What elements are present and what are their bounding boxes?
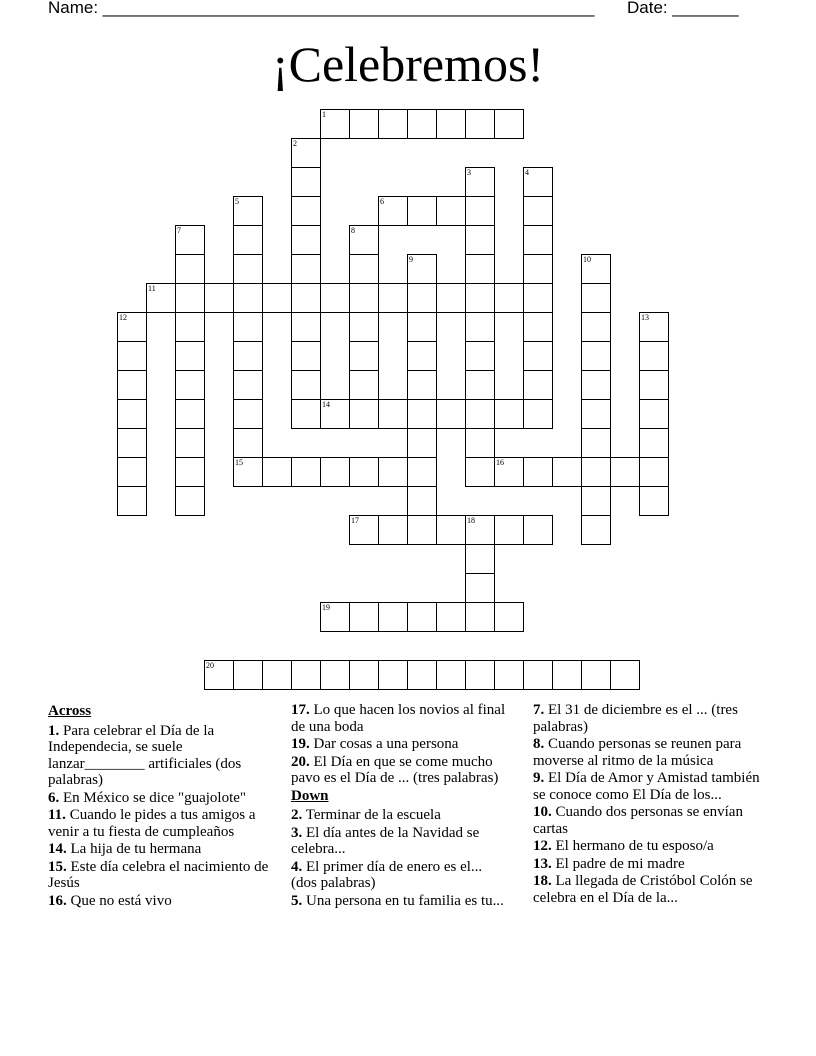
grid-cell[interactable] <box>175 399 205 429</box>
grid-cell[interactable] <box>465 515 495 545</box>
grid-cell[interactable] <box>523 515 553 545</box>
grid-cell[interactable] <box>291 457 321 487</box>
across-heading: Across <box>48 703 92 719</box>
grid-cell[interactable] <box>291 370 321 400</box>
clues-column-1 <box>48 702 276 910</box>
grid-cell[interactable] <box>581 660 611 690</box>
clue-across-6: 6. En México se dice "guajolote" <box>48 789 247 806</box>
grid-cell[interactable] <box>175 341 205 371</box>
clue-number: 10 <box>583 255 591 264</box>
grid-cell[interactable] <box>523 457 553 487</box>
grid-cell[interactable] <box>233 312 263 342</box>
grid-cell[interactable] <box>175 457 205 487</box>
clue-number: 12 <box>119 313 127 322</box>
grid-cell[interactable] <box>494 457 524 487</box>
grid-cell[interactable] <box>465 312 495 342</box>
grid-cell[interactable] <box>436 109 466 139</box>
grid-cell[interactable] <box>291 254 321 284</box>
grid-cell[interactable] <box>436 602 466 632</box>
grid-cell[interactable] <box>610 457 640 487</box>
grid-cell[interactable] <box>291 138 321 168</box>
clue-number: 17 <box>351 516 359 525</box>
grid-cell[interactable] <box>465 167 495 197</box>
clue-down-10: 10. Cuando dos personas se envían cartas <box>533 804 743 837</box>
grid-cell[interactable] <box>291 283 321 313</box>
grid-cell[interactable] <box>465 341 495 371</box>
grid-cell[interactable] <box>349 225 379 255</box>
page-title: ¡Celebremos! <box>271 36 545 92</box>
grid-cell[interactable] <box>291 341 321 371</box>
clue-number: 15 <box>235 458 243 467</box>
grid-cell[interactable] <box>407 457 437 487</box>
clue-across-16: 16. Que no está vivo <box>48 892 172 909</box>
grid-cell[interactable] <box>610 660 640 690</box>
grid-cell[interactable] <box>523 370 553 400</box>
clue-down-4: 4. El primer día de enero es el... (dos palabras) <box>291 858 483 891</box>
grid-cell[interactable] <box>378 660 408 690</box>
clue-down-7: 7. El 31 de diciembre es el ... (tres palabras) <box>533 702 738 735</box>
grid-cell[interactable] <box>378 196 408 226</box>
grid-cell[interactable] <box>407 254 437 284</box>
grid-cell[interactable] <box>117 428 147 458</box>
grid-cell[interactable] <box>233 225 263 255</box>
grid-cell[interactable] <box>581 399 611 429</box>
grid-cell[interactable] <box>117 312 147 342</box>
clue-number: 11 <box>148 284 156 293</box>
grid-cell[interactable] <box>639 312 669 342</box>
grid-cell[interactable] <box>320 399 350 429</box>
clue-down-13: 13. El padre de mi madre <box>533 855 685 872</box>
grid-cell[interactable] <box>581 312 611 342</box>
grid-cell[interactable] <box>465 399 495 429</box>
grid-cell[interactable] <box>407 515 437 545</box>
grid-cell[interactable] <box>349 312 379 342</box>
grid-cell[interactable] <box>581 486 611 516</box>
grid-cell[interactable] <box>320 602 350 632</box>
name-field-label: Name: ____________________________________________________ <box>48 0 595 17</box>
grid-cell[interactable] <box>523 196 553 226</box>
grid-cell[interactable] <box>320 109 350 139</box>
grid-cell[interactable] <box>436 399 466 429</box>
clue-across-20: 20. El Día en que se come mucho pavo es el Día de ... (tres palabras) <box>291 753 499 786</box>
grid-cell[interactable] <box>581 428 611 458</box>
grid-cell[interactable] <box>494 283 524 313</box>
clues-column-2 <box>291 702 511 910</box>
clue-down-12: 12. El hermano de tu esposo/a <box>533 838 714 854</box>
clue-across-19: 19. Dar cosas a una persona <box>291 736 459 752</box>
clue-down-9: 9. El Día de Amor y Amistad también se conoce como El Día de los... <box>533 770 760 803</box>
grid-cell[interactable] <box>262 457 292 487</box>
grid-cell[interactable] <box>465 225 495 255</box>
clue-number: 7 <box>177 226 181 235</box>
grid-cell[interactable] <box>465 602 495 632</box>
grid-cell[interactable] <box>436 660 466 690</box>
grid-cell[interactable] <box>523 660 553 690</box>
clue-number: 4 <box>525 168 529 177</box>
grid-cell[interactable] <box>523 283 553 313</box>
grid-cell[interactable] <box>523 225 553 255</box>
grid-cell[interactable] <box>117 370 147 400</box>
grid-cell[interactable] <box>465 544 495 574</box>
grid-cell[interactable] <box>465 573 495 603</box>
grid-cell[interactable] <box>233 399 263 429</box>
grid-cell[interactable] <box>175 312 205 342</box>
grid-cell[interactable] <box>407 370 437 400</box>
grid-cell[interactable] <box>233 283 263 313</box>
grid-cell[interactable] <box>639 341 669 371</box>
clue-number: 5 <box>235 197 239 206</box>
clue-number: 19 <box>322 603 330 612</box>
grid-cell[interactable] <box>465 254 495 284</box>
grid-cell[interactable] <box>581 254 611 284</box>
grid-cell[interactable] <box>349 370 379 400</box>
date-field-label: Date: _______ <box>627 0 739 17</box>
clue-down-18: 18. La llegada de Cristóbol Colón se celebra en el Día de la... <box>533 873 753 906</box>
grid-cell[interactable] <box>291 399 321 429</box>
grid-cell[interactable] <box>407 109 437 139</box>
grid-cell[interactable] <box>175 428 205 458</box>
grid-cell[interactable] <box>204 283 234 313</box>
clue-across-15: 15. Este día celebra el nacimiento de Jesús <box>48 858 269 891</box>
grid-cell[interactable] <box>581 341 611 371</box>
grid-cell[interactable] <box>407 660 437 690</box>
grid-cell[interactable] <box>349 515 379 545</box>
clue-across-11: 11. Cuando le pides a tus amigos a venir a tu fiesta de cumpleaños <box>48 807 256 840</box>
grid-cell[interactable] <box>465 283 495 313</box>
grid-cell[interactable] <box>407 486 437 516</box>
clues-column-3 <box>533 702 769 907</box>
grid-cell[interactable] <box>349 254 379 284</box>
grid-cell[interactable] <box>175 254 205 284</box>
grid-cell[interactable] <box>117 457 147 487</box>
grid-cell[interactable] <box>233 254 263 284</box>
grid-cell[interactable] <box>407 602 437 632</box>
grid-cell[interactable] <box>494 515 524 545</box>
grid-cell[interactable] <box>552 660 582 690</box>
grid-cell[interactable] <box>523 167 553 197</box>
clue-down-5: 5. Una persona en tu familia es tu... <box>291 892 504 909</box>
clue-number: 18 <box>467 516 475 525</box>
grid-cell[interactable] <box>407 341 437 371</box>
clue-down-2: 2. Terminar de la escuela <box>291 807 441 823</box>
grid-cell[interactable] <box>291 196 321 226</box>
grid-cell[interactable] <box>581 515 611 545</box>
grid-cell[interactable] <box>204 660 234 690</box>
grid-cell[interactable] <box>349 602 379 632</box>
grid-cell[interactable] <box>175 283 205 313</box>
clue-down-8: 8. Cuando personas se reunen para moverse al ritmo de la música <box>533 736 742 769</box>
grid-cell[interactable] <box>523 341 553 371</box>
grid-cell[interactable] <box>320 283 350 313</box>
grid-cell[interactable] <box>465 109 495 139</box>
grid-cell[interactable] <box>407 312 437 342</box>
grid-cell[interactable] <box>378 515 408 545</box>
grid-cell[interactable] <box>291 167 321 197</box>
grid-cell[interactable] <box>349 109 379 139</box>
grid-cell[interactable] <box>233 370 263 400</box>
grid-cell[interactable] <box>349 660 379 690</box>
grid-cell[interactable] <box>494 602 524 632</box>
grid-cell[interactable] <box>378 283 408 313</box>
grid-cell[interactable] <box>581 457 611 487</box>
grid-cell[interactable] <box>494 109 524 139</box>
clue-number: 20 <box>206 661 214 670</box>
grid-cell[interactable] <box>262 660 292 690</box>
clue-across-1: 1. Para celebrar el Día de la Independecia, se suele lanzar________ artificiales (dos palabras) <box>48 722 242 788</box>
grid-cell[interactable] <box>465 428 495 458</box>
grid-cell[interactable] <box>639 457 669 487</box>
grid-cell[interactable] <box>349 341 379 371</box>
grid-cell[interactable] <box>639 486 669 516</box>
grid-cell[interactable] <box>378 109 408 139</box>
grid-cell[interactable] <box>436 196 466 226</box>
grid-cell[interactable] <box>465 196 495 226</box>
grid-cell[interactable] <box>639 370 669 400</box>
grid-cell[interactable] <box>233 341 263 371</box>
grid-cell[interactable] <box>581 283 611 313</box>
clue-number: 1 <box>322 110 326 119</box>
grid-cell[interactable] <box>291 660 321 690</box>
grid-cell[interactable] <box>407 196 437 226</box>
clue-across-14: 14. La hija de tu hermana <box>48 841 202 857</box>
grid-cell[interactable] <box>291 312 321 342</box>
clue-number: 8 <box>351 226 355 235</box>
clue-number: 3 <box>467 168 471 177</box>
clue-down-3: 3. El día antes de la Navidad se celebra... <box>291 824 480 857</box>
grid-cell[interactable] <box>639 399 669 429</box>
grid-cell[interactable] <box>233 196 263 226</box>
clue-number: 13 <box>641 313 649 322</box>
grid-cell[interactable] <box>349 283 379 313</box>
grid-cell[interactable] <box>378 457 408 487</box>
clue-across-17: 17. Lo que hacen los novios al final de una boda <box>291 702 506 735</box>
grid-cell[interactable] <box>378 602 408 632</box>
grid-cell[interactable] <box>233 457 263 487</box>
grid-cell[interactable] <box>175 486 205 516</box>
grid-cell[interactable] <box>378 399 408 429</box>
grid-cell[interactable] <box>581 370 611 400</box>
grid-cell[interactable] <box>117 399 147 429</box>
grid-cell[interactable] <box>494 660 524 690</box>
grid-cell[interactable] <box>233 428 263 458</box>
grid-cell[interactable] <box>523 399 553 429</box>
grid-cell[interactable] <box>146 283 176 313</box>
grid-cell[interactable] <box>407 399 437 429</box>
grid-cell[interactable] <box>117 341 147 371</box>
grid-cell[interactable] <box>320 457 350 487</box>
grid-cell[interactable] <box>320 660 350 690</box>
grid-cell[interactable] <box>465 457 495 487</box>
grid-cell[interactable] <box>117 486 147 516</box>
grid-cell[interactable] <box>436 515 466 545</box>
grid-cell[interactable] <box>465 660 495 690</box>
grid-cell[interactable] <box>291 225 321 255</box>
grid-cell[interactable] <box>262 283 292 313</box>
grid-cell[interactable] <box>436 283 466 313</box>
grid-cell[interactable] <box>349 457 379 487</box>
grid-cell[interactable] <box>175 225 205 255</box>
grid-cell[interactable] <box>465 370 495 400</box>
clue-number: 9 <box>409 255 413 264</box>
grid-cell[interactable] <box>523 254 553 284</box>
grid-cell[interactable] <box>233 660 263 690</box>
grid-cell[interactable] <box>552 457 582 487</box>
grid-cell[interactable] <box>523 312 553 342</box>
grid-cell[interactable] <box>407 428 437 458</box>
grid-cell[interactable] <box>494 399 524 429</box>
grid-cell[interactable] <box>639 428 669 458</box>
clue-number: 14 <box>322 400 330 409</box>
grid-cell[interactable] <box>349 399 379 429</box>
clue-number: 16 <box>496 458 504 467</box>
grid-cell[interactable] <box>407 283 437 313</box>
clue-number: 6 <box>380 197 384 206</box>
grid-cell[interactable] <box>175 370 205 400</box>
clue-number: 2 <box>293 139 297 148</box>
down-heading: Down <box>291 787 329 804</box>
